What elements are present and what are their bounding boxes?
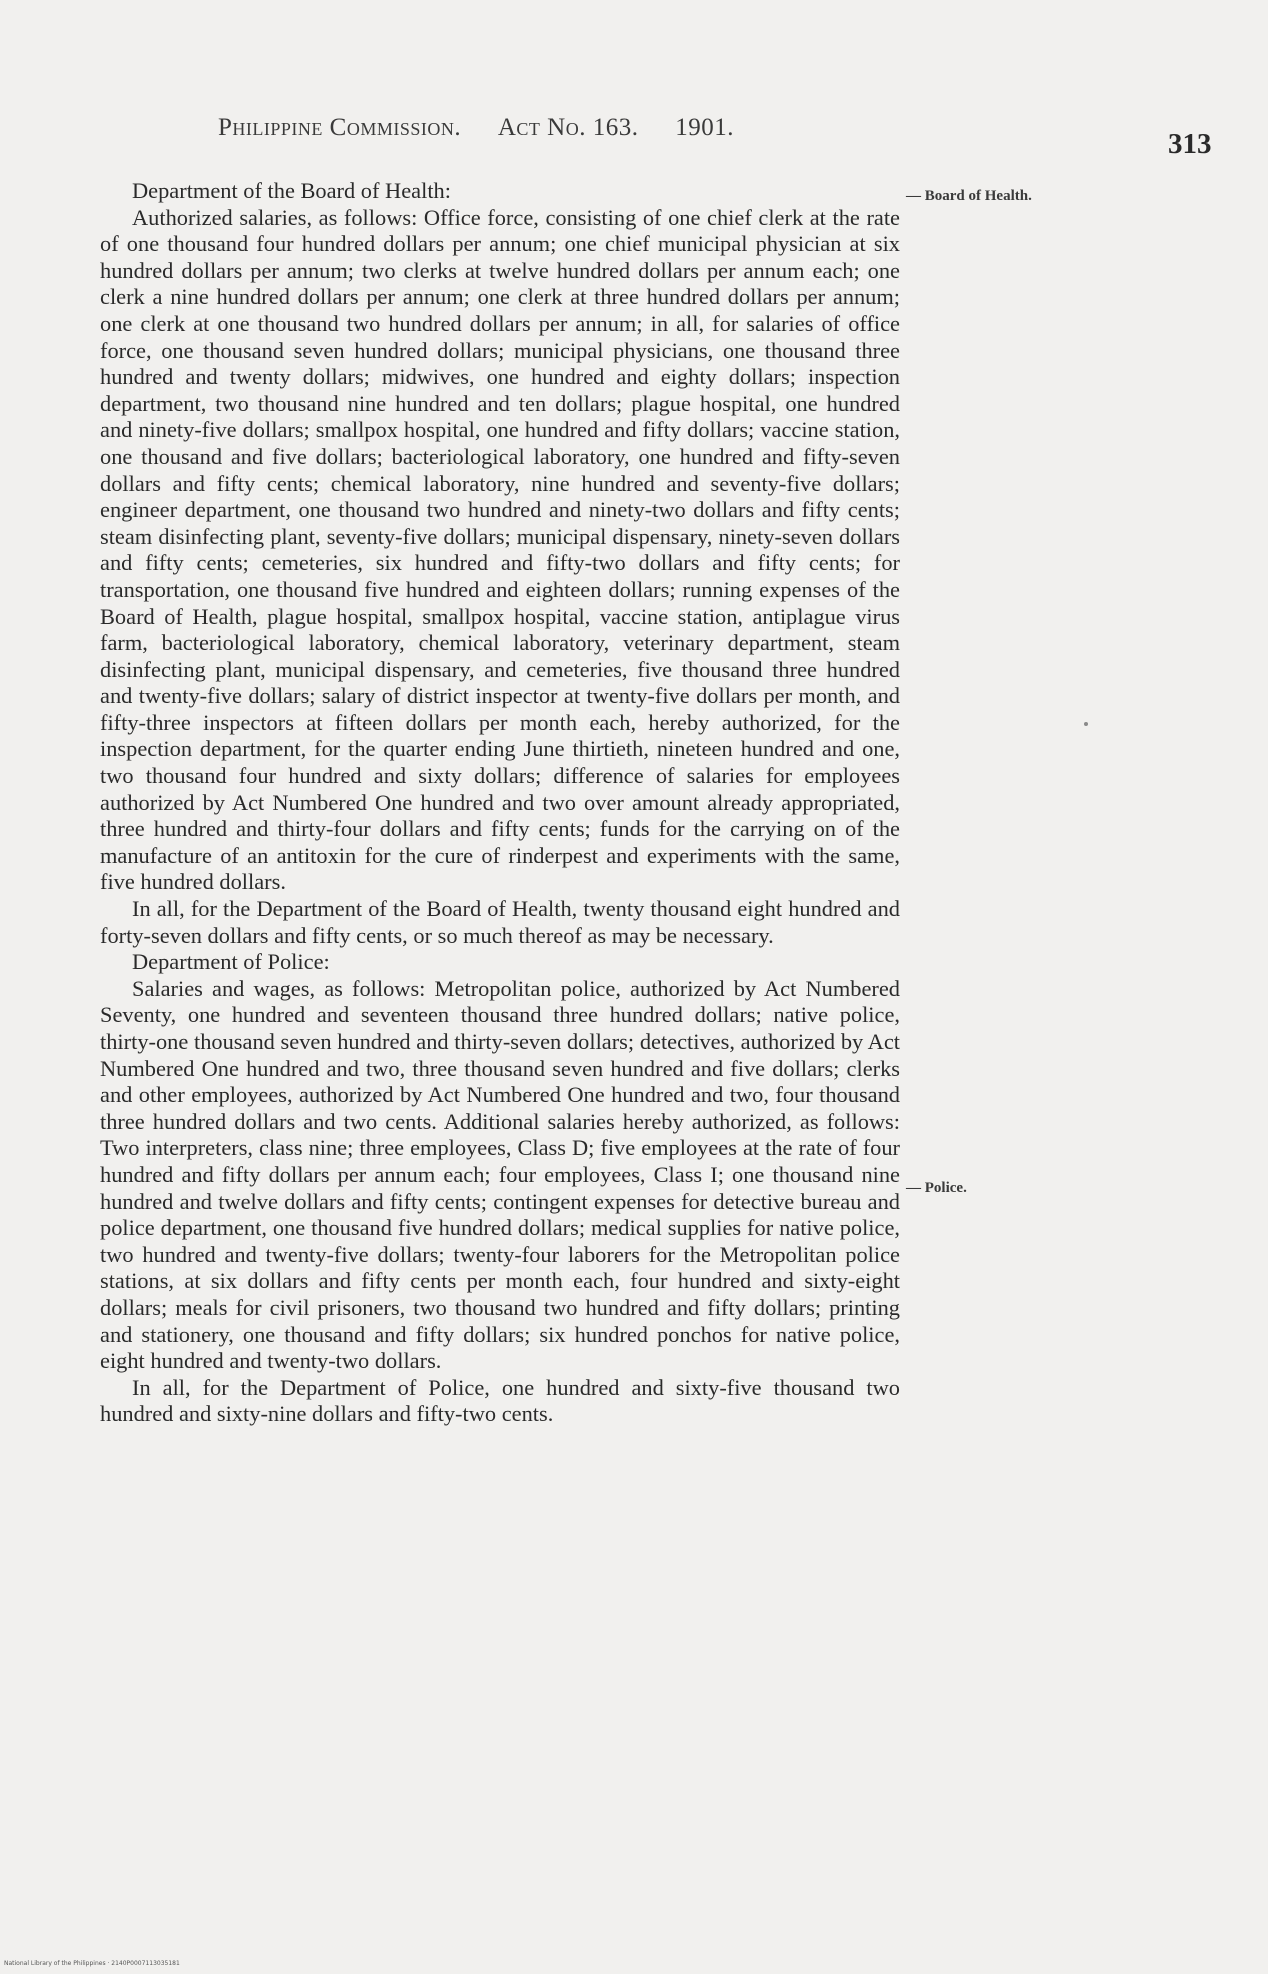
health-total-paragraph: In all, for the Department of the Board of Health, twenty thousand eight hundred and forty-seven dollars and fifty cents, or so much thereof as may be necessary. <box>100 896 900 948</box>
police-total-paragraph: In all, for the Department of Police, one hundred and sixty-five thousand two hundred and sixty-nine dollars and fifty-two cents. <box>100 1374 900 1427</box>
police-department-heading: Department of Police: <box>132 949 330 975</box>
health-salaries-paragraph: Authorized salaries, as follows: Office force, consisting of one chief clerk at the rate of one thousand four hundred dollars per annum; one chief municipal physician at six hundred dollars per annum; two clerks at twelve hundred dollars per annum each; one clerk a nine hundred dollars per annum; one clerk at three hundred dollars per annum; one clerk at one thousand two hundred dollars per annum; in all, for salaries of office force, one thousand seven hundred dollars; municipal physicians, one thousand three hundred and twenty dollars; midwives, one hundred and eighty dollars; inspection department, two thousand nine hundred and ten dollars; plague hospital, one hundred and ninety-five dollars; smallpox hospital, one hundred and fifty dollars; vaccine station, one thousand and five dollars; bacteriological laboratory, one hundred and fifty-seven dollars and fifty cents; chemical laboratory, nine hundred and seventy-five dollars; engineer department, one thousand two hundred and ninety-two dollars and fifty cents; steam disinfecting plant, seventy-five dollars; municipal dispensary, ninety-seven dollars and fifty cents; cemeteries, six hundred and fifty-two dollars and fifty cents; for transportation, one thousand five hundred and eighteen dollars; running expenses of the Board of Health, plague hospital, smallpox hospital, vaccine station, antiplague virus farm, bacteriological laboratory, chemical laboratory, veterinary department, steam disinfecting plant, municipal dispensary, and cemeteries, five thousand three hundred and twenty-five dollars; salary of district inspector at twenty-five dollars per month, and fifty-three inspectors at fifteen dollars per month each, hereby authorized, for the inspection department, for the quarter ending June thirtieth, nineteen hundred and one, two thousand four hundred and sixty dollars; difference of salaries for employees authorized by Act Numbered One hundred and two over amount already appropriated, three hundred and thirty-four dollars and fifty cents; funds for the carrying on of the manufacture of an antitoxin for the cure of rinderpest and experiments with the same, five hundred dollars. <box>100 204 900 895</box>
police-salaries-paragraph: Salaries and wages, as follows: Metropolitan police, authorized by Act Numbered Seventy, one hundred and seventeen thousand three hundred dollars; native police, thirty-one thousand seven hundred and thirty-seven dollars; detectives, authorized by Act Numbered One hundred and two, three thousand seven hundred and five dollars; clerks and other employees, authorized by Act Numbered One hundred and two, four thousand three hundred dollars and two cents. Additional salaries hereby authorized, as follows: Two interpreters, class nine; three employees, Class D; five employees at the rate of four hundred and fifty dollars per annum each; four employees, Class I; one thousand nine hundred and twelve dollars and fifty cents; contingent expenses for detective bureau and police department, one thousand five hundred dollars; medical supplies for native police, two hundred and twenty-five dollars; twenty-four laborers for the Metropolitan police stations, at six dollars and fifty cents per month each, four hundred and sixty-eight dollars; meals for civil prisoners, two thousand two hundred and fifty dollars; printing and stationery, one thousand and fifty dollars; six hundred ponchos for native police, eight hundred and twenty-two dollars. <box>100 975 900 1374</box>
page-number: 313 <box>1168 128 1212 160</box>
health-department-heading: Department of the Board of Health: <box>132 178 451 203</box>
scan-footer-credit: National Library of the Philippines · 2140P0007113035181 <box>4 1960 180 1967</box>
body-text <box>100 178 900 1428</box>
header-title: Philippine Commission. <box>218 114 462 141</box>
margin-note-board-of-health: — Board of Health. <box>906 188 1032 204</box>
header-act-number: Act No. 163. <box>497 114 639 141</box>
scan-speck <box>1084 722 1088 726</box>
header-year: 1901. <box>675 114 734 141</box>
margin-note-police: — Police. <box>906 1180 967 1196</box>
running-head <box>218 114 734 142</box>
